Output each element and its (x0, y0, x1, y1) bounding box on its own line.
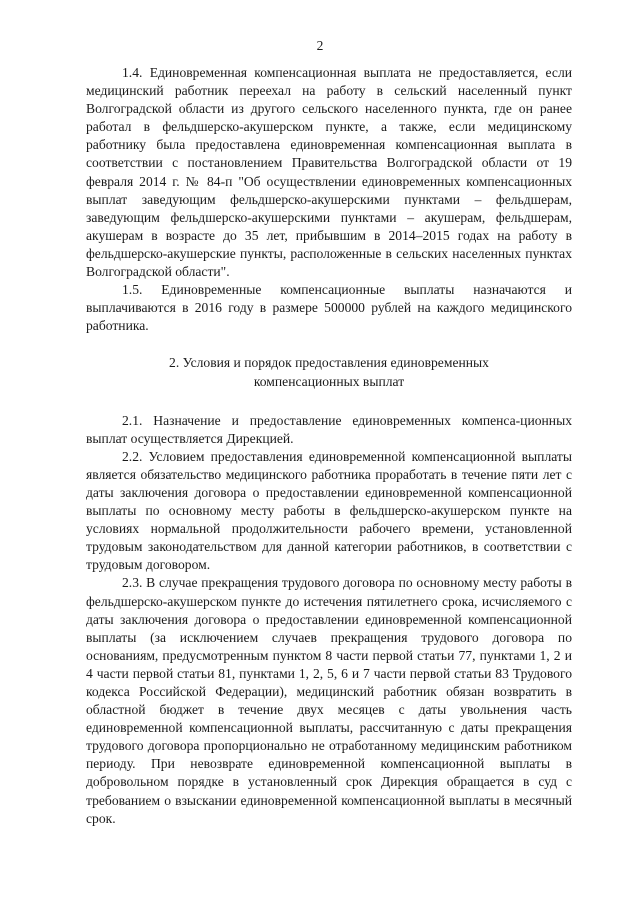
section-2-heading (86, 354, 572, 390)
paragraph-1-4: 1.4. Единовременная компенсационная выплата не предоставляется, если медицинский работник переехал на работу в сельский населенный пункт Волгоградской области из другого сельского населенного пункта, где он ранее работал в фельдшерско-акушерском пункте, а также, если медицинскому работнику была предоставлена единовременная компенсационная выплата в соответствии с постановлением Правительства Волгоградской области от 19 февраля 2014 г. № 84-п "Об осуществлении единовременных компенсационных выплат заведующим фельдшерско-акушерскими пунктами – фельдшерам, заведующим фельдшерско-акушерскими пунктами – акушерам, фельдшерам, акушерам в возрасте до 35 лет, прибывшим в 2014–2015 годах на работу в фельдшерско-акушерские пункты, расположенные в сельских населенных пунктах Волгоградской области". (86, 65, 572, 280)
spacer (86, 391, 572, 412)
paragraph-1-5: 1.5. Единовременные компенсационные выплаты назначаются и выплачиваются в 2016 году в размере 500000 рублей на каждого медицинского работника. (86, 282, 572, 334)
paragraph-2-3: 2.3. В случае прекращения трудового договора по основному месту работы в фельдшерско-акушерском пункте до истечения пятилетнего срока, исчисляемого с даты заключения договора о предоставлении единовременной компенсационной выплаты (за исключением случаев прекращения трудового договора по основаниям, предусмотренным пунктом 8 части первой статьи 77, пунктами 1, 2 и 4 части первой статьи 81, пунктами 1, 2, 5, 6 и 7 части первой статьи 83 Трудового кодекса Российской Федерации), медицинский работник обязан возвратить в областной бюджет в течение двух месяцев с даты увольнения часть единовременной компенсационной выплаты, рассчитанную с даты прекращения трудового договора пропорционально не отработанному медицинским работником периоду. При невозврате единовременной компенсационной выплаты в добровольном порядке в установленный срок Дирекция обращается в суд с требованием о взыскании единовременной компенсационной выплаты в месячный срок. (86, 575, 572, 826)
page-number: 2 (316, 38, 324, 53)
section-2-heading-line-1: 2. Условия и порядок предоставления единовременных (169, 355, 489, 371)
paragraph-2-1: 2.1. Назначение и предоставление единовременных компенса-ционных выплат осуществляется Дирекцией. (86, 412, 572, 446)
section-2-heading-line-2: компенсационных выплат (253, 373, 405, 389)
paragraph-2-2: 2.2. Условием предоставления единовременной компенсационной выплаты является обязательство медицинского работника проработать в течение пяти лет с даты заключения договора о предоставлении единовременной компенсационной выплаты по основному месту работы в фельдшерско-акушерском пункте на условиях нормальной продолжительности рабочего времени, установленной трудовым законодательством для данной категории работников, в соответствии с трудовым договором. (86, 448, 572, 573)
spacer (86, 335, 572, 354)
document-body (86, 64, 572, 828)
